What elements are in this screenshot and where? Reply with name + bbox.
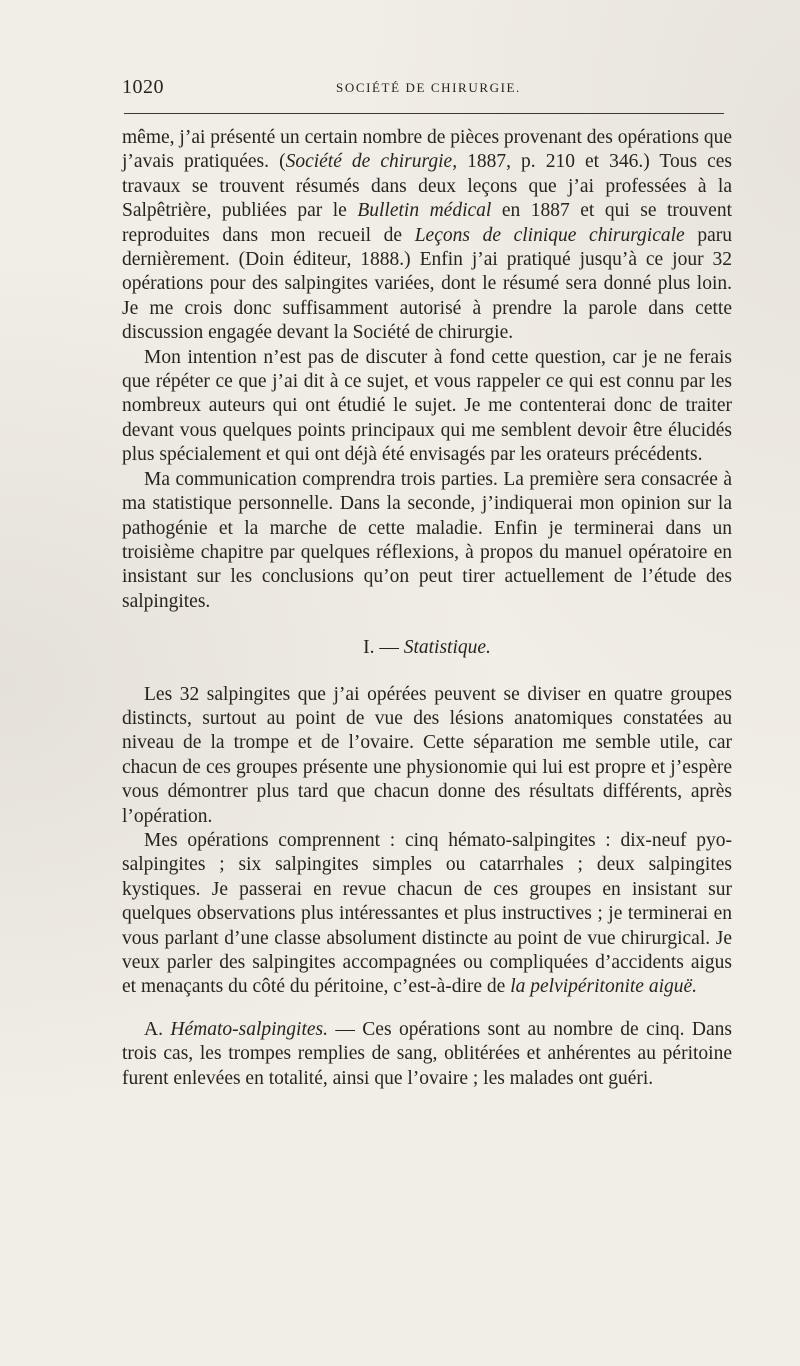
paragraph-1-italic-c: Leçons de clinique chirurgicale xyxy=(414,224,685,246)
paragraph-6-title: Hémato-salpingites. xyxy=(170,1018,328,1040)
paragraph-1 xyxy=(122,126,732,346)
paragraph-6 xyxy=(122,1018,732,1091)
paragraph-1-italic-a: Société de chirurgie, xyxy=(285,151,458,173)
paragraph-1-text-b: 1887, p. 210 et 346.) Tous ces travaux se trouvent résumés dans deux leçons que j’ai professées à la Salpêtrière, publiées par le xyxy=(122,151,732,222)
section-heading xyxy=(122,636,732,660)
section-title: Statistique. xyxy=(403,637,491,659)
paragraph-1-text-a: même, j’ai présenté un certain nombre de pièces provenant des opérations que j’avais pratiquées. ( xyxy=(122,127,732,173)
paragraph-4: Les 32 salpingites que j’ai opérées peuvent se diviser en quatre groupes distincts, surtout au point de vue des lésions anatomiques constatées au niveau de la trompe et de l’ovaire. Cette séparation me semble utile, car chacun de ces groupes présente une physionomie qui lui est propre et j’espère vous démontrer plus tard que chacun donne des résultats différents, après l’opération. xyxy=(122,683,732,827)
paragraph-5-text: Mes opérations comprennent : cinq hémato-salpingites : dix-neuf pyo-salpingites ; six salpingites simples ou catarrhales ; deux salpingites kystiques. Je passerai en revue chacun de ces groupes en insistant sur quelques observations plus intéressantes et plus instructives ; je terminerai en vous parlant d’une classe absolument distincte au point de vue chirurgical. Je veux parler des salpingites accompagnées ou compliquées d’accidents aigus et menaçants du côté du péritoine, c’est-à-dire de xyxy=(122,829,732,998)
spacer xyxy=(122,1000,732,1018)
paragraph-1-text-d: paru dernièrement. (Doin éditeur, 1888.) Enfin j’ai pratiqué jusqu’à ce jour 32 opérations pour des salpingites variées, dont le résumé sera donné plus loin. Je me crois donc suffisamment autorisé à prendre la parole dans cette discussion engagée devant la Société de chirurgie. xyxy=(122,224,732,344)
page-number: 1020 xyxy=(122,76,164,98)
section-number: I. — xyxy=(363,637,404,659)
paragraph-6-text: — Ces opérations sont au nombre de cinq. Dans trois cas, les trompes remplies de sang, oblitérées et anhérentes au péritoine furent enlevées en totalité, ainsi que l’ovaire ; les malades ont guéri. xyxy=(122,1018,732,1089)
paragraph-3: Ma communication comprendra trois parties. La première sera consacrée à ma statistique personnelle. Dans la seconde, j’indiquerai mon opinion sur la pathogénie et la marche de cette maladie. Enfin je terminerai dans un troisième chapitre par quelques réflexions, à propos du manuel opératoire en insistant sur les conclusions qu’on peut tirer actuellement de l’étude des salpingites. xyxy=(122,468,732,612)
paragraph-1-italic-b: Bulletin médical xyxy=(357,200,492,222)
paragraph-5-italic: la pelvipéritonite aiguë. xyxy=(510,976,698,998)
paragraph-2: Mon intention n’est pas de discuter à fond cette question, car je ne ferais que répéter ce que j’ai dit à ce sujet, et vous rappeler ce qui est connu par les nombreux auteurs qui ont étudié le sujet. Je me contenterai donc de traiter devant vous quelques points principaux qui me semblent devoir être élucidés plus spécialement et qui ont déjà été envisagés par les orateurs précédents. xyxy=(122,346,732,466)
paragraph-6-label: A. xyxy=(144,1018,171,1040)
paragraph-5 xyxy=(122,829,732,1000)
running-title: SOCIÉTÉ DE CHIRURGIE. xyxy=(336,80,521,95)
body-text xyxy=(122,126,732,1091)
header-rule xyxy=(124,113,724,114)
running-head xyxy=(122,76,726,100)
paragraph-1-text-c: en 1887 et qui se trouvent reproduites dans mon recueil de xyxy=(122,200,732,246)
